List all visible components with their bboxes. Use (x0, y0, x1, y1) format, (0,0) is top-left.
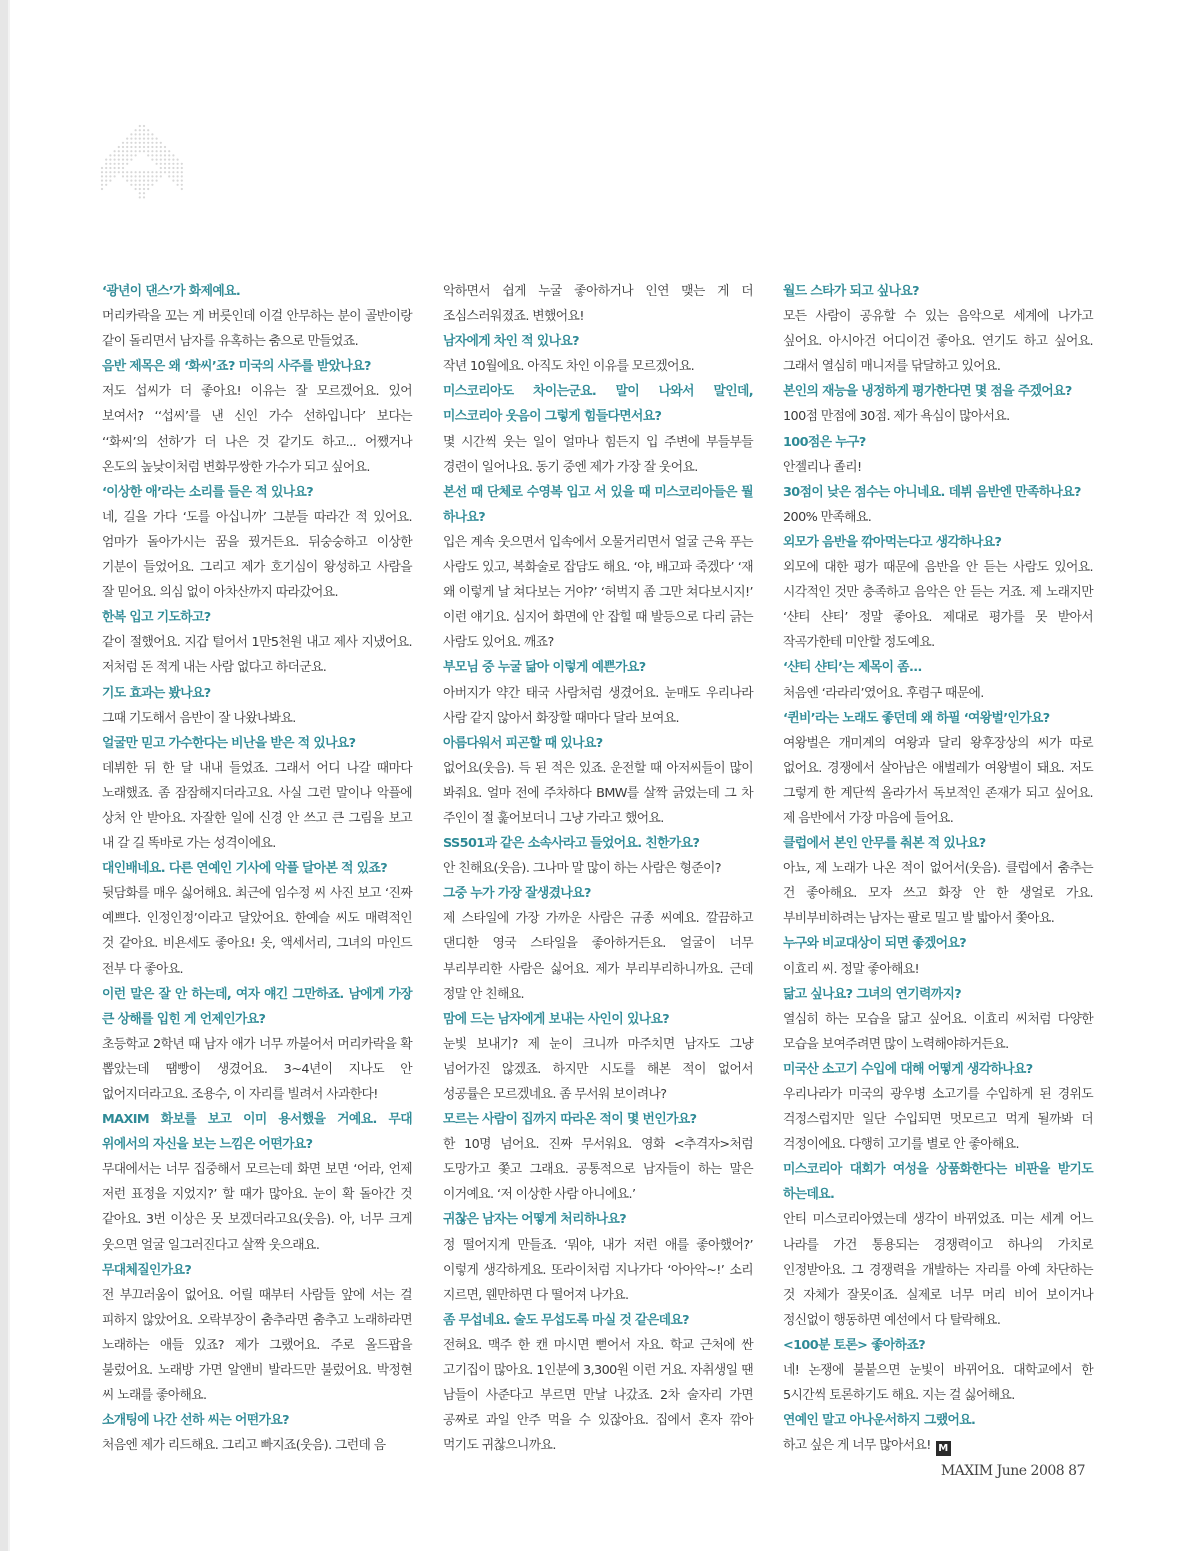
answer-text (102, 1032, 412, 1107)
answer-text (783, 555, 1093, 655)
paragraph-text: MAXIM 화보를 보고 이미 용서했을 거예요. 무대 위에서의 자신을 보는 느낌은 어떤가요? (102, 1112, 412, 1153)
question-text (783, 982, 1093, 1007)
question-text (783, 430, 1093, 455)
folio-magazine: MAXIM (940, 1463, 993, 1479)
paragraph-text: 월드 스타가 되고 싶나요? (783, 284, 920, 299)
paragraph-text: 한 10명 넘어요. 진짜 무서워요. 영화 <추격자>처럼 도망가고 쫓고 그래요. 공통적으로 남자들이 하는 말은 이거예요. ‘저 이상한 사람 아니에요.’ (443, 1137, 753, 1203)
paragraph-text: ‘광년이 댄스’가 화제예요. (102, 284, 241, 299)
paragraph-text: 그중 누가 가장 잘생겼나요? (443, 886, 591, 902)
paragraph-text: 전 부끄러움이 없어요. 어릴 때부터 사람들 앞에 서는 걸 피하지 않았어요. 오락부장이 춤추라면 춤추고 노래하라면 노래하는 애들 있죠? 제가 그랬어요. 주로 올드팝을 불렀어요. 노래방 가면 알앤비 발라드만 불렀어요. 박정현 씨 노래를 좋아해요. (102, 1287, 412, 1404)
answer-text (783, 455, 1093, 480)
paragraph-text: 무대체질인가요? (102, 1262, 192, 1278)
paragraph-text: 안 친해요(웃음). 그나마 말 많이 하는 사람은 형준이? (443, 861, 721, 877)
paragraph-text: 100점 만점에 30점. 제가 욕심이 많아서요. (783, 409, 1010, 425)
answer-text (783, 957, 1093, 982)
paragraph-text: 입은 계속 웃으면서 입속에서 오물거리면서 얼굴 근육 푸는 사람도 있고, 복화술로 잡담도 해요. ‘야, 배고파 죽겠다’ ‘재 왜 이렇게 날 쳐다보는 거야?’ ‘허벅지 좀 그만 쳐다보시지!’ 이런 얘기요. 심지어 화면에 안 잡힐 때 발등으로 다리 긁는 사람도 있어요. 깨죠? (443, 534, 753, 651)
paragraph-text: 여왕벌은 개미계의 여왕과 달리 왕후장상의 씨가 따로 없어요. 경쟁에서 살아남은 애벌레가 여왕벌이 돼요. 저도 그렇게 한 계단씩 올라가서 독보적인 존재가 되고 싶어요. 제 음반에서 가장 마음에 들어요. (783, 735, 1093, 826)
paragraph-text: 네, 길을 가다 ‘도를 아십니까’ 그분들 따라간 적 있어요. 엄마가 돌아가시는 꿈을 꿨거든요. 뒤숭숭하고 이상한 기분이 들었어요. 그리고 제가 호기심이 왕성하고 사람을 잘 믿어요. 의심 없이 아차산까지 따라갔어요. (102, 509, 412, 601)
paragraph-text: 이런 말은 잘 안 하는데, 여자 얘긴 그만하죠. 남에게 가장 큰 상해를 입힌 게 언제인가요? (102, 986, 412, 1027)
question-text (783, 931, 1093, 956)
paragraph-text: 미국산 소고기 수입에 대해 어떻게 생각하나요? (783, 1061, 1033, 1077)
paragraph-text: 200% 만족해요. (783, 509, 872, 525)
question-text (102, 1107, 412, 1157)
paragraph-text: 닮고 싶나요? 그녀의 연기력까지? (783, 986, 962, 1002)
question-text (783, 1333, 1093, 1358)
paragraph-text: 안젤리나 졸리! (783, 459, 862, 475)
answer-text (102, 1433, 412, 1458)
paragraph-text: 이효리 씨. 정말 좋아해요! (783, 961, 920, 977)
paragraph-text: 제 스타일에 가장 가까운 사람은 규종 씨예요. 깔끔하고 댄디한 영국 스타일을 좋아하거든요. 얼굴이 너무 부리부리한 사람은 싫어요. 제가 부리부리하니까요. 근데 정말 안 친해요. (443, 911, 753, 1002)
paragraph-text: 우리나라가 미국의 광우병 소고기를 수입하게 된 경위도 걱정스럽지만 일단 수입되면 멋모르고 먹게 될까봐 더 걱정이에요. 다행히 고기를 별로 안 좋아해요. (783, 1087, 1093, 1153)
paragraph-text: 클럽에서 본인 안무를 춰본 적 있나요? (783, 836, 986, 852)
answer-text (102, 505, 412, 605)
paragraph-text: 맘에 드는 남자에게 보내는 사인이 있나요? (443, 1011, 670, 1027)
paragraph-text: 본선 때 단체로 수영복 입고 서 있을 때 미스코리아들은 뭘 하나요? (443, 484, 753, 525)
paragraph-text: ‘퀸비’라는 노래도 좋던데 왜 하필 ‘여왕벌’인가요? (783, 710, 1050, 726)
question-text (783, 480, 1093, 505)
answer-text (102, 1283, 412, 1408)
question-text (443, 731, 753, 756)
paragraph-text: 처음엔 제가 리드해요. 그리고 빠지죠(웃음). 그런데 음 (102, 1438, 386, 1454)
folio-year: 2008 (1030, 1463, 1065, 1479)
answer-text (783, 731, 1093, 831)
paragraph-text: 한복 입고 기도하고? (102, 610, 211, 626)
paragraph-text: 소개팅에 나간 선하 씨는 어떤가요? (102, 1413, 289, 1429)
paragraph-text: 하고 싶은 게 너무 많아서요! (783, 1438, 931, 1454)
paragraph-text: 귀찮은 남자는 어떻게 처리하나요? (443, 1212, 627, 1228)
question-text (783, 1057, 1093, 1082)
question-text (102, 731, 412, 756)
question-text (102, 982, 412, 1032)
question-text (443, 379, 753, 429)
paragraph-text: 아버지가 약간 태국 사람처럼 생겼어요. 눈매도 우리나라 사람 같지 않아서 화장할 때마다 달라 보여요. (443, 685, 753, 726)
paragraph-text: 모든 사람이 공유할 수 있는 음악으로 세계에 나가고 싶어요. 아시아건 어디이건 좋아요. 연기도 하고 싶어요. 그래서 열심히 매니저를 닦달하고 있어요. (783, 309, 1093, 375)
paragraph-text: 무대에서는 너무 집중해서 모르는데 화면 보면 ‘어라, 언제 저런 표정을 지었지?’ 할 때가 많아요. 눈이 확 돌아간 것 같아요. 3번 이상은 못 보겠더라고요(웃음). 아, 너무 크게 웃으면 얼굴 일그러진다고 살짝 웃으래요. (102, 1162, 412, 1253)
answer-text (443, 530, 753, 655)
paragraph-text: 대인배네요. 다른 연예인 기사에 악플 달아본 적 있죠? (102, 861, 388, 877)
maxim-end-mark-icon: M (936, 1441, 951, 1456)
answer-text (783, 505, 1093, 530)
paragraph-text: 네! 논쟁에 불붙으면 눈빛이 바뀌어요. 대학교에서 한 5시간씩 토론하기도 해요. 지는 걸 싫어해요. (783, 1363, 1093, 1404)
page-folio (937, 1463, 1085, 1479)
paragraph-text: 없어요(웃음). 득 된 적은 있죠. 운전할 때 아저씨들이 많이 봐줘요. 얼마 전에 주차하다 BMW를 살짝 긁었는데 그 차 주인이 절 훑어보더니 그냥 가라고 했어요. (443, 760, 753, 826)
answer-text (783, 1433, 1093, 1458)
answer-text (443, 430, 753, 480)
question-text (102, 354, 412, 379)
left-margin-strip (0, 0, 8, 1551)
paragraph-text: 부모님 중 누굴 닮아 이렇게 예쁜가요? (443, 660, 646, 676)
question-text (102, 605, 412, 630)
answer-text (443, 756, 753, 831)
question-text (102, 480, 412, 505)
paragraph-text: 모르는 사람이 집까지 따라온 적이 몇 번인가요? (443, 1112, 697, 1128)
paragraph-text: 얼굴만 믿고 가수한다는 비난을 받은 적 있나요? (102, 735, 356, 751)
answer-text (102, 756, 412, 856)
paragraph-text: 정 떨어지게 만들죠. ‘뭐야, 내가 저런 애를 좋아했어?’ 이렇게 생각하게요. 또라이처럼 지나가다 ‘아아악~!’ 소리 지르면, 웬만하면 다 떨어져 나가요. (443, 1237, 753, 1303)
paragraph-text: 외모가 음반을 깎아먹는다고 생각하나요? (783, 534, 1002, 550)
paragraph-text: 처음엔 ‘라라리’였어요. 후렴구 때문에. (783, 685, 984, 701)
paragraph-text: 머리카락을 꼬는 게 버릇인데 이걸 안무하는 분이 골반이랑 같이 돌리면서 남자를 유혹하는 춤으로 만들었죠. (102, 309, 412, 350)
question-text (443, 831, 753, 856)
paragraph-text: 전혀요. 맥주 한 캔 마시면 뻗어서 자요. 학교 근처에 싼 고기집이 많아요. 1인분에 3,300원 이런 거요. 자취생일 땐 남들이 사준다고 부르면 만날 나갔죠. 2차 술자리 가면 공짜로 과일 안주 먹을 수 있잖아요. 집에서 혼자 깎아 먹기도 귀찮으니까요. (443, 1337, 753, 1454)
question-text (443, 1207, 753, 1232)
paragraph-text: 외모에 대한 평가 때문에 음반을 안 듣는 사람도 있어요. 시각적인 것만 충족하고 음악은 안 듣는 거죠. 제 노래지만 ‘샨티 샨티’ 정말 좋아요. 제대로 평가를 못 받아서 작곡가한테 미안할 정도예요. (783, 560, 1093, 651)
paragraph-text: 아름다워서 피곤할 때 있나요? (443, 735, 603, 751)
answer-text (783, 1082, 1093, 1157)
paragraph-text: 초등학교 2학년 때 남자 애가 너무 까불어서 머리카락을 확 뽑았는데 땜빵이 생겼어요. 3~4년이 지나도 안 없어지더라고요. 조용수, 이 자리를 빌려서 사과한다! (102, 1036, 412, 1102)
paragraph-text: 작년 10월에요. 아직도 차인 이유를 모르겠어요. (443, 359, 695, 375)
chevron-dots-icon (100, 124, 184, 200)
column-3 (783, 279, 1093, 1458)
question-text (783, 655, 1093, 680)
question-text (783, 706, 1093, 731)
paragraph-text: 몇 시간씩 웃는 일이 얼마나 힘든지 입 주변에 부들부들 경련이 일어나요. 동기 중엔 제가 가장 잘 웃어요. (443, 434, 753, 475)
paragraph-text: 미스코리아도 차이는군요. 말이 나와서 말인데, 미스코리아 웃음이 그렇게 힘들다면서요? (443, 384, 753, 425)
answer-text (783, 1007, 1093, 1057)
question-text (783, 1157, 1093, 1207)
paragraph-text: 30점이 낮은 점수는 아니네요. 데뷔 음반엔 만족하나요? (783, 484, 1081, 500)
question-text (443, 1308, 753, 1333)
question-text (102, 1408, 412, 1433)
paragraph-text: <100분 토론> 좋아하죠? (783, 1337, 926, 1353)
folio-page: 87 (1068, 1463, 1085, 1479)
answer-text (783, 1358, 1093, 1408)
answer-text (443, 906, 753, 1006)
answer-text (102, 706, 412, 731)
paragraph-text: 기도 효과는 봤나요? (102, 685, 211, 701)
paragraph-text: 연예인 말고 아나운서하지 그랬어요. (783, 1413, 976, 1429)
answer-text (443, 354, 753, 379)
paragraph-text: 안티 미스코리아였는데 생각이 바뀌었죠. 미는 세계 어느 나라를 가건 통용되는 경쟁력이고 하나의 가치로 인정받아요. 그 경쟁력을 개발하는 자리를 아예 차단하는 것 자체가 잘못이죠. 실제로 너무 머리 비어 보이거나 정신없이 행동하면 예선에서 다 탈락해요. (783, 1212, 1093, 1328)
column-2 (443, 279, 753, 1458)
answer-text (783, 856, 1093, 931)
answer-text (102, 630, 412, 680)
answer-text (102, 304, 412, 354)
question-text (443, 480, 753, 530)
paragraph-text: 열심히 하는 모습을 닮고 싶어요. 이효리 씨처럼 다양한 모습을 보여주려면 많이 노력해야하거든요. (783, 1011, 1093, 1052)
question-text (443, 1107, 753, 1132)
question-text (443, 329, 753, 354)
paragraph-text: 악하면서 쉽게 누굴 좋아하거나 인연 맺는 게 더 조심스러워졌죠. 변했어요! (443, 284, 753, 325)
question-text (443, 881, 753, 906)
answer-text (102, 881, 412, 981)
paragraph-text: 그때 기도해서 음반이 잘 나왔나봐요. (102, 710, 296, 726)
paragraph-text: 저도 섭씨가 더 좋아요! 이유는 잘 모르겠어요. 있어 보여서? ‘‘섭씨’를 낸 신인 가수 선하입니다’ 보다는 ‘‘화씨’의 선하’가 더 나은 것 같기도 하고... 어쨌거나 온도의 높낮이처럼 변화무쌍한 가수가 되고 싶어요. (102, 384, 412, 475)
question-text (102, 681, 412, 706)
paragraph-text: SS501과 같은 소속사라고 들었어요. 친한가요? (443, 836, 700, 852)
answer-text (783, 681, 1093, 706)
paragraph-text: 눈빛 보내기? 제 눈이 크니까 마주치면 남자도 그냥 넘어가진 않겠죠. 하지만 시도를 해본 적이 없어서 성공률은 모르겠네요. 좀 무서워 보이려나? (443, 1036, 753, 1102)
question-text (783, 530, 1093, 555)
answer-text (443, 1333, 753, 1458)
paragraph-text: 뒷담화를 매우 싫어해요. 최근에 임수정 씨 사진 보고 ‘진짜 예쁘다. 인정인정’이라고 달았어요. 한예슬 씨도 매력적인 것 같아요. 비욘세도 좋아요! 옷, 액세서리, 그녀의 마인드 전부 다 좋아요. (102, 886, 412, 977)
answer-text (443, 1032, 753, 1107)
question-text (783, 279, 1093, 304)
paragraph-text: 음반 제목은 왜 ‘화씨’죠? 미국의 사주를 받았나요? (102, 359, 371, 375)
answer-text (443, 856, 753, 881)
paragraph-text: 남자에게 차인 적 있나요? (443, 334, 580, 350)
paragraph-text: 100점은 누구? (783, 434, 866, 450)
question-text (443, 655, 753, 680)
paragraph-text: ‘이상한 애’라는 소리를 들은 적 있나요? (102, 484, 314, 500)
answer-text (102, 1157, 412, 1257)
answer-text (783, 1207, 1093, 1332)
answer-text (102, 379, 412, 479)
folio-month: June (996, 1463, 1027, 1479)
question-text (783, 1408, 1093, 1433)
question-text (102, 856, 412, 881)
answer-text (443, 1132, 753, 1207)
paragraph-text: ‘샨티 샨티’는 제목이 좀... (783, 660, 922, 676)
paragraph-text: 같이 절했어요. 지갑 털어서 1만5천원 내고 제사 지냈어요. 저처럼 돈 적게 내는 사람 없다고 하더군요. (102, 635, 412, 676)
answer-text (443, 1233, 753, 1308)
answer-text (783, 404, 1093, 429)
paragraph-text: 데뷔한 뒤 한 달 내내 들었죠. 그래서 어디 나갈 때마다 노래했죠. 좀 잠잠해지더라고요. 사실 그런 말이나 악플에 상처 안 받아요. 자잘한 일에 신경 안 쓰고 큰 그림을 보고 내 갈 길 똑바로 가는 성격이에요. (102, 760, 412, 852)
answer-text (783, 304, 1093, 379)
paragraph-text: 좀 무섭네요. 술도 무섭도록 마실 것 같은데요? (443, 1312, 689, 1328)
answer-text (443, 279, 753, 329)
column-1 (102, 279, 412, 1458)
question-text (443, 1007, 753, 1032)
question-text (102, 1258, 412, 1283)
question-text (783, 831, 1093, 856)
paragraph-text: 미스코리아 대회가 여성을 상품화한다는 비판을 받기도 하는데요. (783, 1162, 1093, 1203)
paragraph-text: 본인의 재능을 냉정하게 평가한다면 몇 점을 주겠어요? (783, 384, 1072, 400)
question-text (783, 379, 1093, 404)
paragraph-text: 누구와 비교대상이 되면 좋겠어요? (783, 936, 967, 952)
answer-text (443, 681, 753, 731)
paragraph-text: 아뇨, 제 노래가 나온 적이 없어서(웃음). 클럽에서 춤추는 건 좋아해요. 모자 쓰고 화장 안 한 생얼로 가요. 부비부비하려는 남자는 팔로 밀고 발 밟아서 쫓아요. (783, 861, 1093, 927)
question-text (102, 279, 412, 304)
